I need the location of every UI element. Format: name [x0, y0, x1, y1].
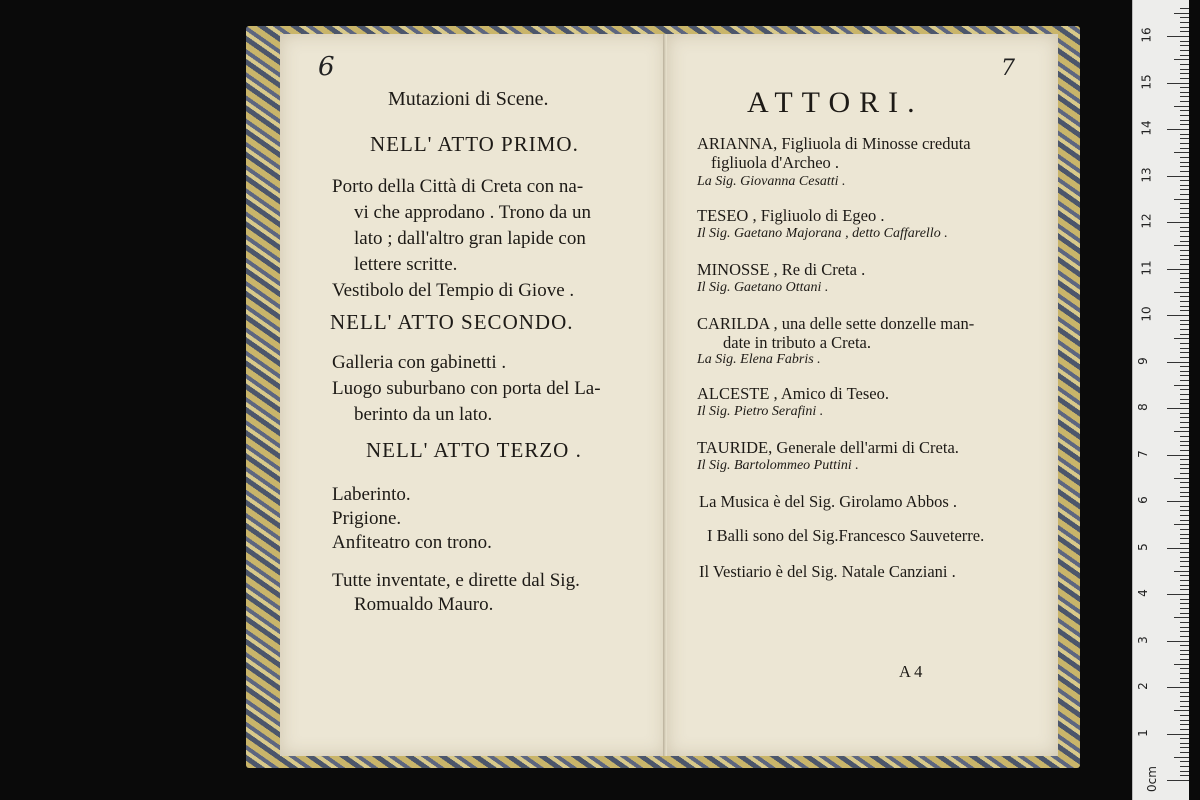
ruler-tick [1167, 455, 1189, 456]
handwritten-page-number: 6 [318, 52, 335, 82]
ruler-tick [1180, 301, 1189, 302]
ruler-tick [1180, 650, 1189, 651]
ruler-tick [1180, 208, 1189, 209]
ruler-tick [1167, 548, 1189, 549]
ruler-label: 1 [1135, 728, 1150, 737]
ruler-tick [1180, 50, 1189, 51]
ruler-tick [1180, 306, 1189, 307]
character-role: TAURIDE, Generale dell'armi di Creta. [697, 438, 959, 457]
ruler-tick [1167, 222, 1189, 223]
ruler-tick [1180, 282, 1189, 283]
ruler-tick [1180, 561, 1189, 562]
ruler-tick [1174, 431, 1189, 432]
ruler-tick [1180, 510, 1189, 511]
ruler-tick [1180, 287, 1189, 288]
ruler-tick [1174, 524, 1189, 525]
text-line: vi che approdano . Trono da un [354, 202, 591, 223]
ruler-tick [1180, 231, 1189, 232]
ruler-tick [1167, 315, 1189, 316]
ruler-tick [1180, 375, 1189, 376]
ruler-label: 2 [1135, 682, 1150, 690]
ruler-tick [1180, 213, 1189, 214]
ruler-tick [1180, 180, 1189, 181]
actor-name: La Sig. Giovanna Cesatti . [697, 174, 846, 189]
credit-line: I Balli sono del Sig.Francesco Sauveterre. [707, 526, 985, 545]
ruler-tick [1180, 343, 1189, 344]
ruler-tick [1180, 450, 1189, 451]
ruler-tick [1180, 436, 1189, 437]
ruler-tick [1180, 8, 1189, 9]
ruler-tick [1180, 696, 1189, 697]
ruler-tick [1180, 27, 1189, 28]
ruler-tick [1180, 166, 1189, 167]
ruler-tick [1180, 320, 1189, 321]
ruler-tick [1180, 87, 1189, 88]
ruler-label: 0cm [1144, 766, 1159, 792]
ruler-tick [1180, 162, 1189, 163]
ruler-tick [1174, 757, 1189, 758]
right-page [667, 34, 1058, 756]
page-title: Mutazioni di Scene. [388, 88, 549, 110]
ruler-tick [1167, 408, 1189, 409]
text-line: Vestibolo del Tempio di Giove . [332, 280, 575, 301]
text-line: berinto da un lato. [354, 404, 493, 425]
ruler-tick [1180, 394, 1189, 395]
act1-heading: NELL' ATTO PRIMO. [370, 132, 579, 156]
ruler-tick [1180, 334, 1189, 335]
ruler-tick [1180, 580, 1189, 581]
ruler-tick [1180, 608, 1189, 609]
ruler-label: 3 [1135, 635, 1150, 644]
ruler-tick [1180, 78, 1189, 79]
ruler-tick [1180, 706, 1189, 707]
ruler-tick [1180, 324, 1189, 325]
ruler-tick [1167, 129, 1189, 130]
ruler-tick [1167, 36, 1189, 37]
text-line: Galleria con gabinetti . [332, 352, 507, 373]
ruler-tick [1180, 148, 1189, 149]
ruler-tick [1180, 738, 1189, 739]
ruler-tick [1180, 120, 1189, 121]
ruler-tick [1167, 594, 1189, 595]
ruler-tick [1180, 613, 1189, 614]
ruler-tick [1180, 766, 1189, 767]
ruler-tick [1180, 296, 1189, 297]
ruler-tick [1180, 538, 1189, 539]
ruler-tick [1180, 366, 1189, 367]
ruler-tick [1180, 185, 1189, 186]
ruler-tick [1180, 459, 1189, 460]
ruler-tick [1180, 473, 1189, 474]
ruler-tick [1174, 245, 1189, 246]
ruler-tick [1180, 492, 1189, 493]
ruler-tick [1180, 552, 1189, 553]
character-role: CARILDA , una delle sette donzelle man- [697, 314, 975, 333]
ruler-tick [1174, 617, 1189, 618]
ruler-tick [1180, 241, 1189, 242]
ruler-tick [1180, 482, 1189, 483]
ruler-tick [1180, 73, 1189, 74]
ruler-tick [1180, 110, 1189, 111]
ruler-tick [1180, 487, 1189, 488]
credit-line: Tutte inventate, e dirette dal Sig. [332, 570, 580, 591]
ruler-tick [1174, 152, 1189, 153]
ruler-tick [1167, 176, 1189, 177]
ruler-label: 13 [1139, 166, 1154, 183]
ruler-tick [1180, 761, 1189, 762]
credit-line: La Musica è del Sig. Girolamo Abbos . [699, 492, 958, 511]
ruler-tick [1180, 273, 1189, 274]
ruler-tick [1174, 478, 1189, 479]
ruler-tick [1180, 743, 1189, 744]
text-line: lettere scritte. [354, 254, 458, 275]
ruler-tick [1180, 445, 1189, 446]
ruler-tick [1167, 362, 1189, 363]
ruler-tick [1167, 780, 1189, 781]
ruler-tick [1180, 380, 1189, 381]
ruler-tick [1167, 734, 1189, 735]
ruler-tick [1180, 422, 1189, 423]
ruler-tick [1180, 157, 1189, 158]
ruler-tick [1180, 729, 1189, 730]
ruler-tick [1174, 292, 1189, 293]
character-role: TESEO , Figliuolo di Egeo . [697, 206, 885, 225]
text-line: Prigione. [332, 508, 402, 529]
ruler-label: 9 [1135, 356, 1150, 365]
ruler-tick [1180, 659, 1189, 660]
ruler-tick [1180, 189, 1189, 190]
ruler-tick [1180, 310, 1189, 311]
text-line: lato ; dall'altro gran lapide con [354, 228, 586, 249]
measurement-ruler [1132, 0, 1189, 800]
ruler-tick [1180, 673, 1189, 674]
ruler-tick [1180, 515, 1189, 516]
text-line: Laberinto. [332, 484, 411, 505]
credit-line: Romualdo Mauro. [354, 594, 494, 615]
character-role-cont: figliuola d'Archeo . [711, 153, 840, 172]
ruler-tick [1167, 641, 1189, 642]
ruler-tick [1180, 427, 1189, 428]
ruler-tick [1180, 701, 1189, 702]
ruler-tick [1180, 506, 1189, 507]
ruler-tick [1180, 45, 1189, 46]
signature-mark: A 4 [899, 662, 923, 681]
ruler-tick [1174, 199, 1189, 200]
ruler-tick [1180, 417, 1189, 418]
ruler-tick [1180, 96, 1189, 97]
character-role: MINOSSE , Re di Creta . [697, 260, 866, 279]
ruler-tick [1180, 329, 1189, 330]
ruler-tick [1174, 13, 1189, 14]
ruler-tick [1180, 557, 1189, 558]
ruler-tick [1180, 389, 1189, 390]
ruler-tick [1180, 752, 1189, 753]
ruler-label: 5 [1135, 542, 1150, 551]
act2-heading: NELL' ATTO SECONDO. [330, 310, 574, 334]
actor-name: Il Sig. Bartolommeo Puttini . [697, 458, 859, 473]
character-role: ALCESTE , Amico di Teseo. [697, 384, 889, 403]
ruler-tick [1167, 269, 1189, 270]
ruler-tick [1180, 715, 1189, 716]
ruler-tick [1180, 585, 1189, 586]
ruler-tick [1180, 636, 1189, 637]
ruler-tick [1180, 575, 1189, 576]
ruler-tick [1180, 529, 1189, 530]
ruler-tick [1180, 654, 1189, 655]
ruler-tick [1180, 692, 1189, 693]
ruler-tick [1180, 413, 1189, 414]
ruler-label: 16 [1139, 27, 1154, 43]
ruler-tick [1180, 31, 1189, 32]
ruler-tick [1180, 468, 1189, 469]
ruler-tick [1180, 55, 1189, 56]
ruler-tick [1180, 775, 1189, 776]
ruler-tick [1180, 255, 1189, 256]
handwritten-page-number: 7 [1001, 56, 1015, 81]
ruler-tick [1180, 668, 1189, 669]
ruler-label: 7 [1135, 449, 1150, 458]
ruler-tick [1180, 64, 1189, 65]
ruler-tick [1180, 250, 1189, 251]
ruler-tick [1180, 747, 1189, 748]
ruler-tick [1180, 41, 1189, 42]
page-title: ATTORI. [747, 86, 924, 119]
ruler-tick [1180, 771, 1189, 772]
ruler-tick [1180, 599, 1189, 600]
credit-line: Il Vestiario è del Sig. Natale Canziani . [699, 562, 956, 581]
actor-name: Il Sig. Gaetano Majorana , detto Caffarello . [697, 226, 948, 241]
ruler-tick [1180, 115, 1189, 116]
ruler-tick [1180, 278, 1189, 279]
text-line: Anfiteatro con trono. [332, 532, 492, 553]
ruler-tick [1180, 171, 1189, 172]
ruler-label: 10 [1139, 306, 1154, 322]
ruler-tick [1174, 385, 1189, 386]
ruler-tick [1180, 627, 1189, 628]
ruler-tick [1174, 106, 1189, 107]
ruler-label: 14 [1139, 120, 1154, 136]
ruler-tick [1180, 236, 1189, 237]
ruler-tick [1180, 543, 1189, 544]
ruler-tick [1180, 357, 1189, 358]
ruler-tick [1180, 352, 1189, 353]
ruler-tick [1180, 22, 1189, 23]
ruler-tick [1180, 520, 1189, 521]
text-line: Luogo suburbano con porta del La- [332, 378, 601, 399]
left-page [280, 34, 666, 756]
ruler-tick [1180, 724, 1189, 725]
ruler-tick [1180, 678, 1189, 679]
character-role: ARIANNA, Figliuola di Minosse creduta [697, 134, 971, 153]
ruler-tick [1180, 399, 1189, 400]
ruler-tick [1174, 571, 1189, 572]
ruler-tick [1174, 59, 1189, 60]
character-role-cont: date in tributo a Creta. [723, 333, 871, 352]
ruler-tick [1167, 687, 1189, 688]
ruler-tick [1180, 348, 1189, 349]
actor-name: Il Sig. Gaetano Ottani . [697, 280, 829, 295]
ruler-tick [1180, 138, 1189, 139]
act3-heading: NELL' ATTO TERZO . [366, 438, 582, 462]
ruler-tick [1180, 194, 1189, 195]
ruler-tick [1180, 589, 1189, 590]
ruler-tick [1180, 203, 1189, 204]
actor-name: Il Sig. Pietro Serafini . [697, 404, 824, 419]
ruler-tick [1180, 403, 1189, 404]
text-line: Porto della Città di Creta con na- [332, 176, 584, 197]
ruler-tick [1167, 501, 1189, 502]
ruler-tick [1174, 664, 1189, 665]
ruler-tick [1180, 69, 1189, 70]
ruler-tick [1180, 227, 1189, 228]
ruler-tick [1180, 631, 1189, 632]
ruler-tick [1180, 622, 1189, 623]
ruler-label: 12 [1139, 213, 1154, 229]
ruler-label: 8 [1135, 403, 1150, 411]
ruler-tick [1180, 441, 1189, 442]
ruler-tick [1180, 534, 1189, 535]
ruler-tick [1180, 720, 1189, 721]
ruler-tick [1180, 682, 1189, 683]
ruler-label: 4 [1135, 589, 1150, 597]
ruler-tick [1174, 338, 1189, 339]
ruler-tick [1167, 83, 1189, 84]
ruler-label: 11 [1139, 259, 1154, 276]
ruler-tick [1180, 566, 1189, 567]
ruler-tick [1180, 603, 1189, 604]
ruler-tick [1180, 101, 1189, 102]
ruler-tick [1180, 259, 1189, 260]
actor-name: La Sig. Elena Fabris . [697, 352, 821, 367]
ruler-tick [1180, 92, 1189, 93]
ruler-label: 15 [1139, 73, 1154, 90]
ruler-tick [1180, 124, 1189, 125]
ruler-tick [1180, 134, 1189, 135]
ruler-tick [1180, 371, 1189, 372]
ruler-tick [1180, 264, 1189, 265]
ruler-tick [1180, 496, 1189, 497]
ruler-tick [1180, 645, 1189, 646]
ruler-tick [1180, 217, 1189, 218]
ruler-tick [1180, 464, 1189, 465]
ruler-label: 6 [1135, 496, 1150, 504]
ruler-tick [1180, 143, 1189, 144]
ruler-tick [1180, 17, 1189, 18]
ruler-tick [1174, 710, 1189, 711]
